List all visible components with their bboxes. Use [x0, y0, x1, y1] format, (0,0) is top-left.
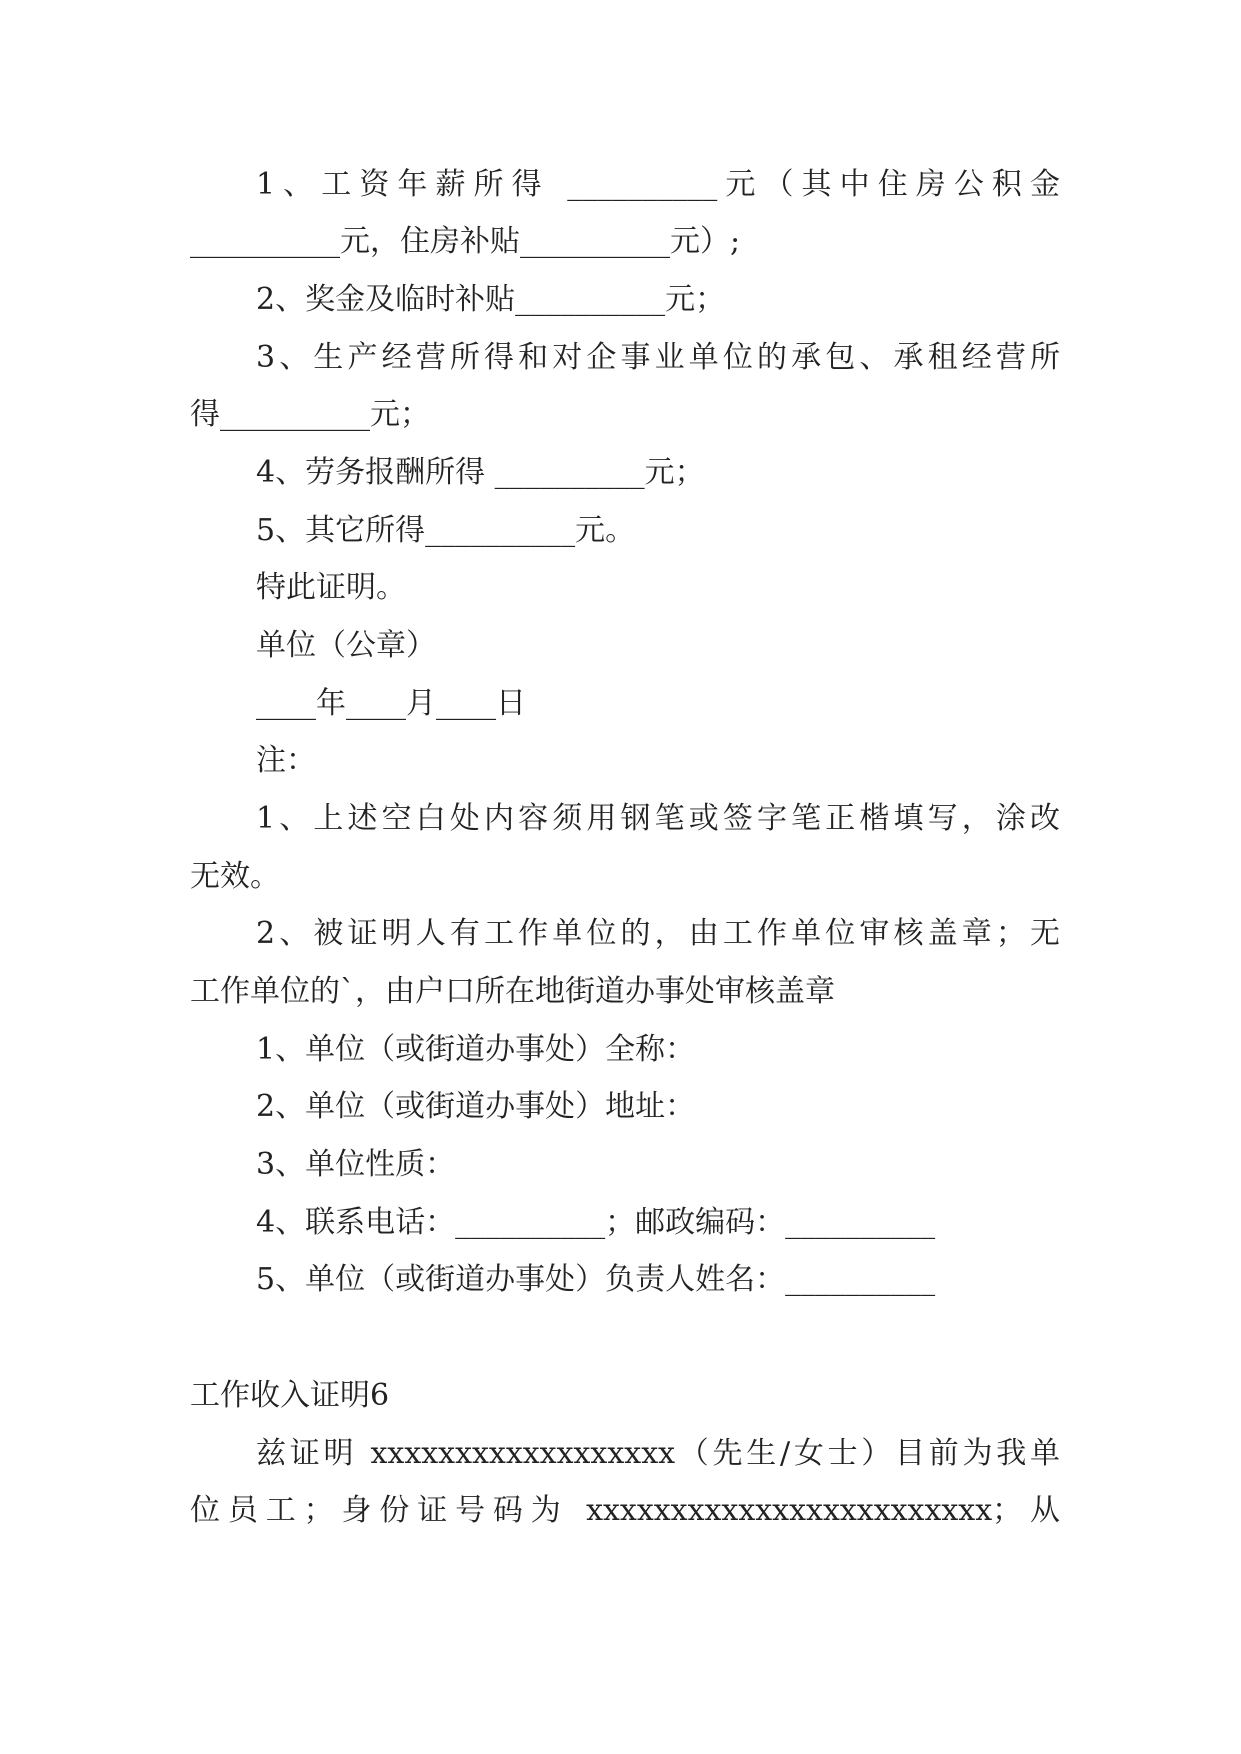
section-title: 工作收入证明6 [190, 1378, 390, 1413]
note-2-line-2: 工作单位的`，由户口所在地街道办事处审核盖章 [190, 974, 835, 1009]
section-body-line-2: 位员工；身份证号码为 xxxxxxxxxxxxxxxxxxxxxxxx；从 [190, 1493, 1060, 1528]
note-2-line-1: 2、被证明人有工作单位的，由工作单位审核盖章；无 [256, 916, 1060, 951]
income-item-1-line-2: __________元，住房补贴__________元）; [190, 224, 741, 259]
note-1-line-2: 无效。 [190, 859, 280, 894]
income-item-3-line-1: 3、生产经营所得和对企事业单位的承包、承租经营所 [256, 340, 1060, 375]
unit-nature: 3、单位性质： [256, 1147, 456, 1182]
date-line: ____年____月____日 [256, 686, 526, 721]
income-item-3-line-2: 得__________元； [190, 397, 430, 432]
unit-address: 2、单位（或街道办事处）地址： [256, 1089, 696, 1124]
income-item-2: 2、奖金及临时补贴__________元； [256, 282, 726, 317]
unit-full-name: 1、单位（或街道办事处）全称： [256, 1032, 696, 1067]
unit-seal-label: 单位（公章） [256, 628, 436, 663]
section-body-line-1: 兹证明 xxxxxxxxxxxxxxxxxx（先生/女士）目前为我单 [256, 1436, 1060, 1471]
certify-statement: 特此证明。 [256, 570, 406, 605]
notes-heading: 注： [256, 743, 316, 778]
income-item-4: 4、劳务报酬所得 __________元； [256, 455, 705, 490]
income-item-1-line-1: 1、工资年薪所得 __________元（其中住房公积金 [256, 167, 1060, 202]
unit-phone-postcode: 4、联系电话：__________；邮政编码：__________ [256, 1205, 936, 1240]
note-1-line-1: 1、上述空白处内容须用钢笔或签字笔正楷填写，涂改 [256, 801, 1060, 836]
unit-head-name: 5、单位（或街道办事处）负责人姓名：__________ [256, 1262, 936, 1297]
income-item-5: 5、其它所得__________元。 [256, 513, 636, 548]
